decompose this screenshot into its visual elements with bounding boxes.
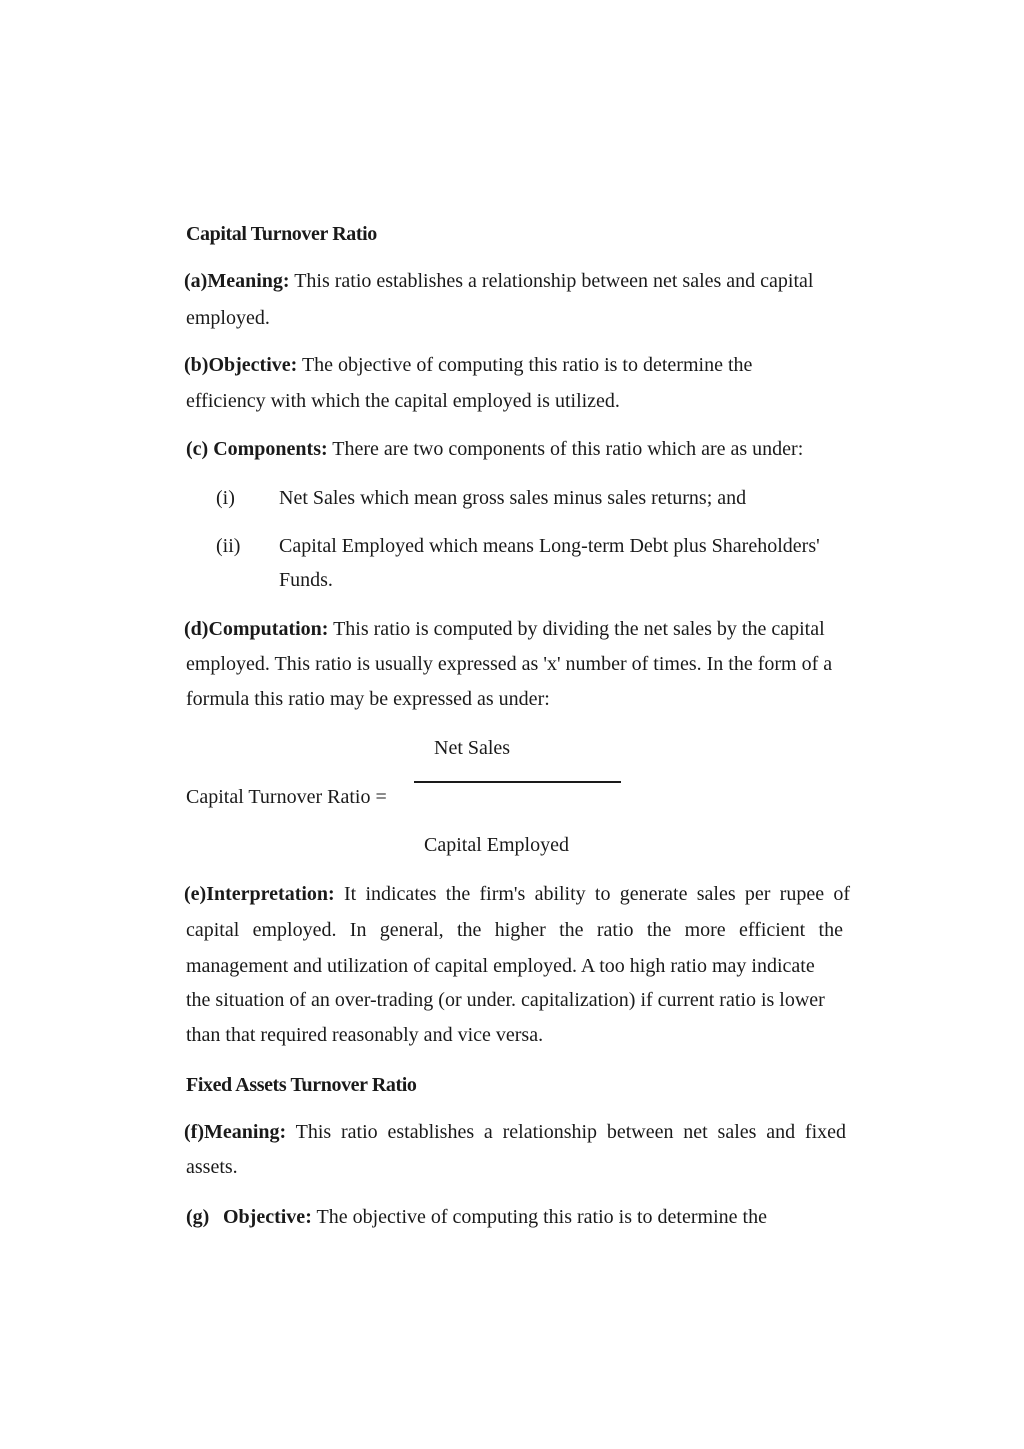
list-item-text-ii-line1: Capital Employed which means Long-term Debt plus Shareholders' bbox=[279, 535, 820, 557]
paragraph-e-interpretation bbox=[184, 884, 850, 904]
paragraph-f-meaning bbox=[184, 1122, 846, 1142]
formula-fraction-bar bbox=[414, 781, 621, 783]
text-f-line1: This ratio establishes a relationship between net sales and fixed bbox=[295, 1121, 846, 1143]
text-d-line3: formula this ratio may be expressed as under: bbox=[186, 688, 550, 710]
label-g-number: (g) bbox=[186, 1206, 210, 1228]
paragraph-g-objective bbox=[186, 1207, 209, 1227]
label-a-meaning: (a)Meaning: bbox=[184, 270, 290, 292]
list-item-number-ii: (ii) bbox=[216, 535, 241, 557]
label-g-objective: Objective: bbox=[223, 1206, 312, 1228]
text-d-line2: employed. This ratio is usually expressed as 'x' number of times. In the form of a bbox=[186, 653, 833, 675]
paragraph-c-components bbox=[186, 439, 803, 459]
text-e-line3: management and utilization of capital employed. A too high ratio may indicate bbox=[186, 955, 815, 977]
text-b-line1: The objective of computing this ratio is to determine the bbox=[301, 354, 753, 376]
text-c-line1: There are two components of this ratio which are as under: bbox=[332, 438, 804, 460]
text-a-line1: This ratio establishes a relationship between net sales and capital bbox=[294, 270, 814, 292]
text-e-line2: capital employed. In general, the higher the ratio the more efficient the bbox=[186, 919, 843, 941]
text-e-line4: the situation of an over-trading (or under. capitalization) if current ratio is lower bbox=[186, 989, 825, 1011]
text-b-line2: efficiency with which the capital employed is utilized. bbox=[186, 390, 620, 412]
text-e-line5: than that required reasonably and vice versa. bbox=[186, 1024, 544, 1046]
formula-numerator: Net Sales bbox=[434, 737, 511, 759]
text-g-line1: The objective of computing this ratio is to determine the bbox=[316, 1206, 767, 1228]
label-f-meaning: (f)Meaning: bbox=[184, 1121, 287, 1143]
label-c-components: (c) Components: bbox=[186, 438, 328, 460]
text-a-line2: employed. bbox=[186, 307, 270, 329]
paragraph-b-objective bbox=[184, 355, 752, 375]
text-e-line1: It indicates the firm's ability to generate sales per rupee of bbox=[343, 883, 850, 905]
paragraph-d-computation bbox=[184, 619, 825, 639]
formula-lhs: Capital Turnover Ratio = bbox=[186, 786, 387, 808]
paragraph-a-meaning bbox=[184, 271, 813, 291]
text-f-line2: assets. bbox=[186, 1156, 238, 1178]
paragraph-g-objective-text bbox=[223, 1207, 767, 1227]
section-heading-fixed-assets-turnover: Fixed Assets Turnover Ratio bbox=[186, 1074, 417, 1096]
formula-denominator: Capital Employed bbox=[424, 834, 569, 856]
list-item-text-ii-line2: Funds. bbox=[279, 569, 333, 591]
label-d-computation: (d)Computation: bbox=[184, 618, 329, 640]
list-item-number-i: (i) bbox=[216, 487, 235, 509]
label-e-interpretation: (e)Interpretation: bbox=[184, 883, 335, 905]
section-heading-capital-turnover: Capital Turnover Ratio bbox=[186, 223, 377, 245]
label-b-objective: (b)Objective: bbox=[184, 354, 298, 376]
text-d-line1: This ratio is computed by dividing the net sales by the capital bbox=[333, 618, 825, 640]
list-item-text-i: Net Sales which mean gross sales minus sales returns; and bbox=[279, 487, 747, 509]
